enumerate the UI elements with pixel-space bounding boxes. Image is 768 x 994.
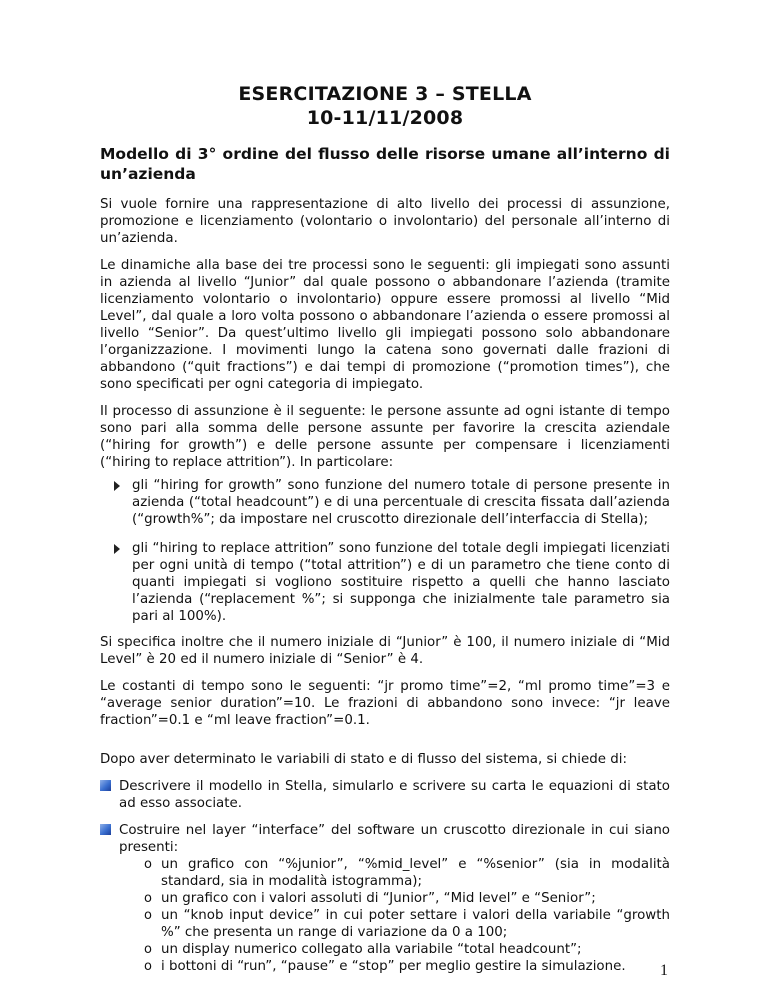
list-item	[100, 477, 670, 528]
circle-bullet-icon: o	[144, 891, 152, 906]
section-heading: Modello di 3° ordine del flusso delle risorse umane all’interno di un’azienda	[100, 145, 670, 183]
triangle-bullet-icon	[114, 544, 120, 554]
list-item-text: un “knob input device” in cui poter settare i valori della variabile “growth %” che presenta un range di variazione da 0 a 100;	[161, 908, 670, 940]
square-bullet-icon	[100, 780, 111, 791]
paragraph-hiring: Il processo di assunzione è il seguente: le persone assunte ad ogni istante di tempo sono pari alla somma delle persone assunte per favorire la crescita aziendale (“hiring for growth”) e delle persone assunte per compensare i licenziamenti (“hiring to replace attrition”). In particolare:	[100, 404, 670, 470]
list-item-text: un grafico con i valori assoluti di “Junior”, “Mid level” e “Senior”;	[161, 891, 596, 906]
document-title: ESERCITAZIONE 3 – STELLA	[238, 83, 532, 105]
task-list	[100, 778, 670, 975]
list-item-text: gli “hiring to replace attrition” sono funzione del totale degli impiegati licenziati per ogni unità di tempo (“total attrition”) e di un parametro che tiene conto di quanti impiegati si vogliono sostituire rispetto a quelli che hanno lasciato l’azienda (“replacement %”; si supponga che inizialmente tale parametro sia pari al 100%).	[132, 541, 670, 624]
circle-bullet-icon: o	[144, 857, 152, 872]
list-item	[100, 822, 670, 975]
circle-bullet-icon: o	[144, 959, 152, 974]
circle-bullet-icon: o	[144, 908, 152, 923]
document-date: 10-11/11/2008	[306, 107, 464, 129]
paragraph-dynamics: Le dinamiche alla base dei tre processi sono le seguenti: gli impiegati sono assunti in azienda al livello “Junior” dal quale possono o abbandonare l’azienda (tramite licenziamento volontario o involontario) oppure essere promossi al livello “Mid Level”, dal quale a loro volta possono o abbandonare l’azienda o essere promossi al livello “Senior”. Da quest’ultimo livello gli impiegati possono solo abbandonare l’organizzazione. I movimenti lungo la catena sono governati dalle frazioni di abbandono (“quit fractions”) e dai tempi di promozione (“promotion times”), che sono specificati per ogni categoria di impiegato.	[100, 258, 670, 392]
list-item-text: gli “hiring for growth” sono funzione del numero totale di persone presente in azienda (“total headcount”) e di una percentuale di crescita fissata dall’azienda (“growth%”; da impostare nel cruscotto direzionale dell’interfaccia di Stella);	[132, 478, 670, 527]
subtask-list	[119, 856, 670, 975]
list-item	[119, 907, 670, 941]
paragraph-initial-values: Si specifica inoltre che il numero iniziale di “Junior” è 100, il numero iniziale di “Mid Level” è 20 ed il numero iniziale di “Senior” è 4.	[100, 635, 670, 667]
list-item	[119, 941, 670, 958]
paragraph-request: Dopo aver determinato le variabili di stato e di flusso del sistema, si chiede di:	[100, 752, 627, 767]
list-item-text: un grafico con “%junior”, “%mid_level” e “%senior” (sia in modalità standard, sia in modalità istogramma);	[161, 857, 670, 889]
list-item	[119, 958, 670, 975]
list-item	[119, 890, 670, 907]
paragraph-constants: Le costanti di tempo sono le seguenti: “jr promo time”=2, “ml promo time”=3 e “average senior duration”=10. Le frazioni di abbandono sono invece: “jr leave fraction”=0.1 e “ml leave fraction”=0.1.	[100, 679, 670, 728]
list-item	[100, 778, 670, 812]
hiring-bullet-list	[100, 477, 670, 625]
paragraph-intro: Si vuole fornire una rappresentazione di alto livello dei processi di assunzione, promozione e licenziamento (volontario o involontario) del personale all’interno di un’azienda.	[100, 197, 670, 246]
triangle-bullet-icon	[114, 481, 120, 491]
list-item-text: un display numerico collegato alla variabile “total headcount”;	[161, 942, 582, 957]
list-item	[119, 856, 670, 890]
list-item-text: Descrivere il modello in Stella, simularlo e scrivere su carta le equazioni di stato ad esso associate.	[119, 779, 670, 811]
page-number: 1	[660, 962, 668, 979]
list-item-text: i bottoni di “run”, “pause” e “stop” per meglio gestire la simulazione.	[161, 959, 626, 974]
square-bullet-icon	[100, 824, 111, 835]
document-page	[100, 0, 670, 985]
list-item-text: Costruire nel layer “interface” del software un cruscotto direzionale in cui siano presenti:	[119, 823, 670, 855]
list-item	[100, 540, 670, 625]
circle-bullet-icon: o	[144, 942, 152, 957]
